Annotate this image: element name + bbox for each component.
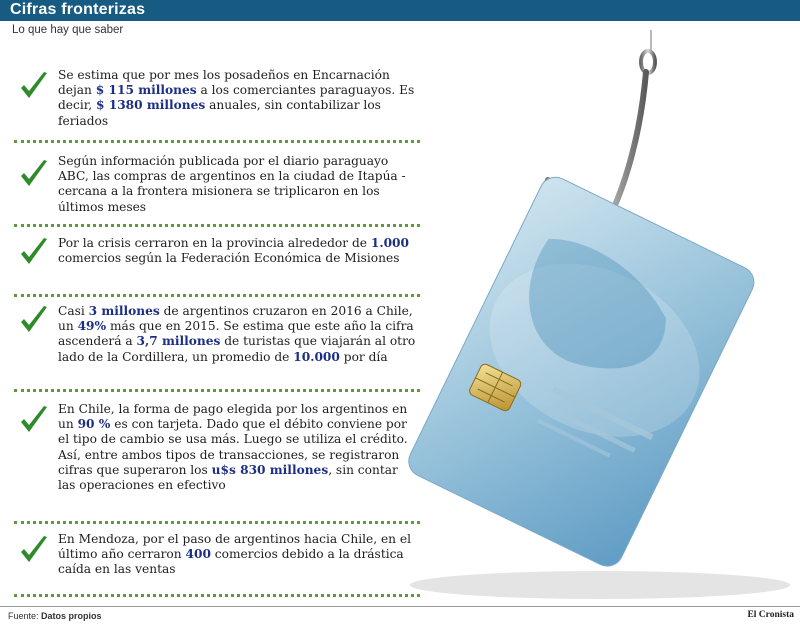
- item-text: [58, 68, 418, 129]
- divider: [14, 521, 420, 524]
- highlight-figure: 10.000: [293, 349, 340, 364]
- highlight-figure: 49%: [77, 319, 107, 334]
- item-text: [58, 304, 418, 365]
- item-text-segment: más que en 2015. Se estima que este año la cifra ascenderá a: [58, 319, 414, 349]
- item-text: [58, 402, 418, 493]
- source-value: Datos propios: [41, 611, 102, 621]
- item-text-segment: En Chile, la forma de pago elegida por los argentinos en un: [58, 402, 408, 432]
- highlight-figure: 1.000: [370, 236, 410, 250]
- list-item: [0, 58, 420, 148]
- item-text: [58, 532, 418, 578]
- item-text: [58, 236, 418, 266]
- highlight-figure: 3,7 millones: [136, 334, 221, 349]
- footer-divider: [0, 606, 800, 607]
- card-shadow: [410, 571, 790, 599]
- divider: [14, 294, 420, 297]
- divider: [14, 594, 420, 597]
- check-icon: [18, 304, 50, 336]
- item-text-segment: por día: [339, 349, 388, 364]
- highlight-figure: $ 1380 millones: [95, 98, 206, 113]
- item-text-segment: comercios según la Federación Económica de Misiones: [58, 251, 400, 266]
- item-text: [58, 154, 418, 215]
- header-bar: [0, 0, 800, 21]
- highlight-figure: $ 115 millones: [95, 83, 197, 98]
- check-icon: [18, 158, 50, 190]
- list-item: [0, 146, 420, 226]
- hook-card-illustration: [380, 30, 800, 600]
- divider: [14, 140, 420, 143]
- page-subtitle: Lo que hay que saber: [12, 24, 124, 36]
- source-label: Fuente:: [8, 611, 39, 621]
- check-icon: [18, 534, 50, 566]
- page-title: Cifras fronterizas: [10, 1, 146, 18]
- highlight-figure: 400: [185, 547, 211, 562]
- check-icon: [18, 70, 50, 102]
- item-text-segment: comercios debido a la drástica caída en las ventas: [58, 547, 404, 577]
- item-text-segment: es con tarjeta. Dado que el débito conviene por el tipo de cambio se usa más. Luego se utiliza el crédito. Así, entre ambos tipos de transacciones, se registraron cifras que superaron los: [58, 417, 408, 477]
- footer-source: [8, 611, 102, 621]
- item-text-segment: Casi: [58, 304, 89, 318]
- item-text-segment: a los comerciantes paraguayos. Es decir,: [58, 83, 415, 113]
- credit-card-icon: [403, 172, 759, 572]
- item-text-segment: Según información publicada por el diario paraguayo ABC, las compras de argentinos en la ciudad de Itapúa -cercana a la frontera misionera se triplicaron en los últimos meses: [58, 154, 406, 214]
- highlight-figure: 3 millones: [88, 304, 160, 318]
- item-text-segment: , sin contar las operaciones en efectivo: [58, 462, 398, 493]
- list-item: [0, 300, 420, 390]
- item-text-segment: En Mendoza, por el paso de argentinos hacia Chile, en el último año cerraron: [58, 532, 412, 562]
- brand-logo: El Cronista: [747, 610, 794, 620]
- list-item: [0, 396, 420, 521]
- item-text-segment: Se estima que por mes los posadeños en Encarnación dejan: [58, 68, 390, 98]
- list-item: [0, 528, 420, 598]
- divider: [14, 224, 420, 227]
- highlight-figure: u$s 830 millones: [211, 462, 329, 477]
- highlight-figure: 90 %: [77, 417, 111, 432]
- check-icon: [18, 236, 50, 268]
- divider: [14, 389, 420, 392]
- list-item: [0, 230, 420, 296]
- item-text-segment: anuales, sin contabilizar los feriados: [58, 98, 381, 128]
- hook-eye: [641, 51, 655, 73]
- item-text-segment: de turistas que viajarán al otro lado de la Cordillera, un promedio de: [58, 334, 416, 364]
- item-text-segment: de argentinos cruzaron en 2016 a Chile, un: [58, 304, 413, 334]
- check-icon: [18, 404, 50, 436]
- item-text-segment: Por la crisis cerraron en la provincia alrededor de: [58, 236, 371, 250]
